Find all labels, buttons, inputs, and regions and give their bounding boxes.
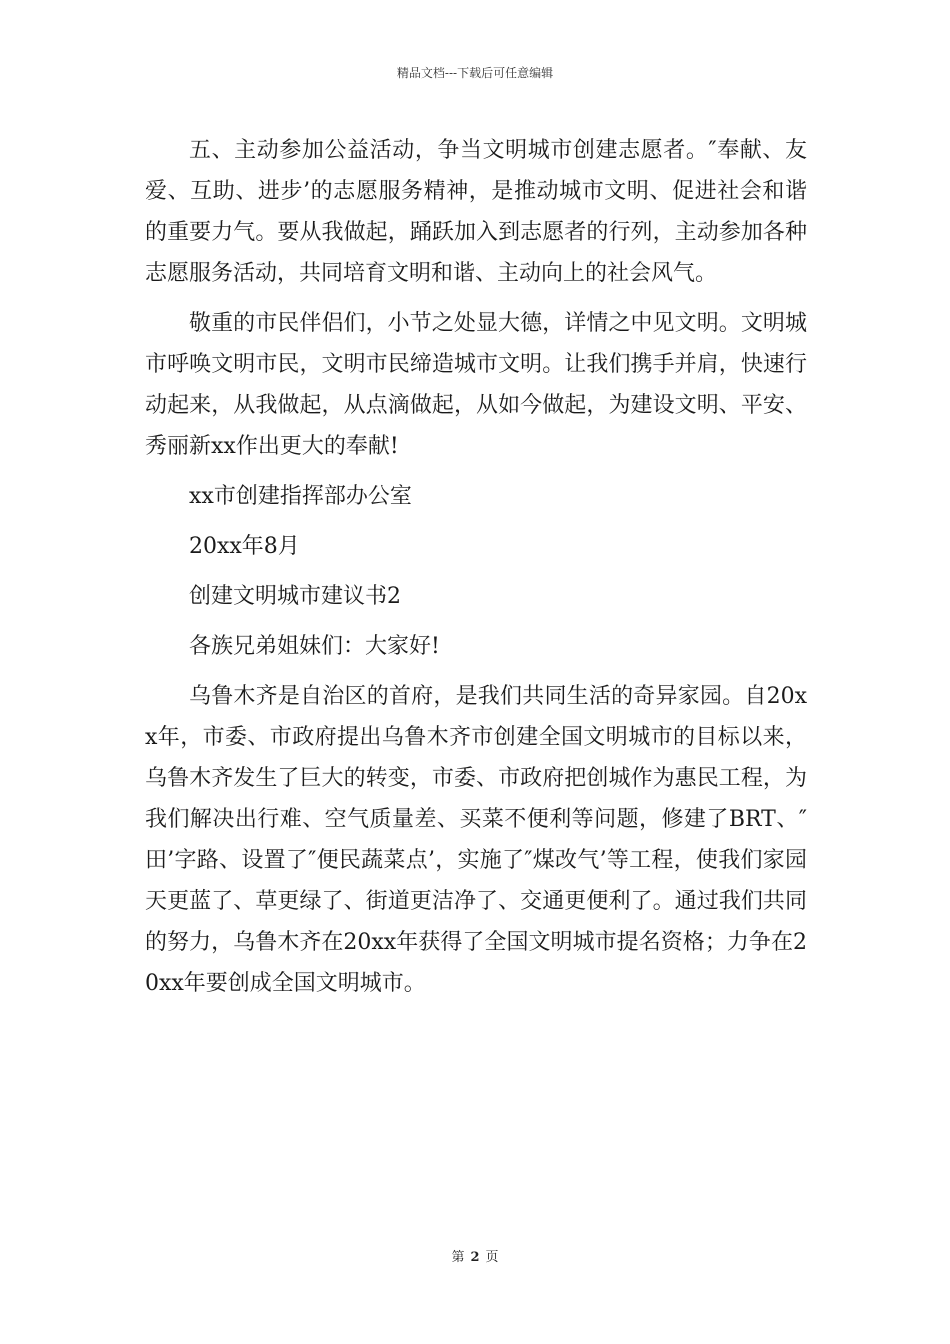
- page-header: 精品文档---下载后可任意编辑: [396, 66, 554, 80]
- footer-prefix: 第: [451, 1250, 465, 1265]
- page-footer: [0, 1246, 950, 1265]
- paragraph-appeal: 敬重的市民伴侣们，小节之处显大德，详情之中见文明。文明城市呼唤文明市民，文明市民缔造城市文明。让我们携手并肩，快速行动起来，从我做起，从点滴做起，从如今做起，为建设文明、平安、秀丽新xx作出更大的奉献!: [145, 311, 807, 459]
- paragraph-urumqi: 乌鲁木齐是自治区的首府，是我们共同生活的奇异家园。自20xx年，市委、市政府提出乌鲁木齐市创建全国文明城市的目标以来，乌鲁木齐发生了巨大的转变，市委、市政府把创城作为惠民工程，为我们解决出行难、空气质量差、买菜不便利等问题，修建了BRT、″田’字路、设置了″便民蔬菜点’，实施了″煤改气’等工程，使我们家园天更蓝了、草更绿了、街道更洁净了、交通更便利了。通过我们共同的努力，乌鲁木齐在20xx年获得了全国文明城市提名资格；力争在20xx年要创成全国文明城市。: [145, 684, 807, 996]
- signature-office: xx市创建指挥部办公室: [189, 484, 412, 509]
- section-title: 创建文明城市建议书2: [189, 584, 401, 609]
- paragraph-volunteer: 五、主动参加公益活动，争当文明城市创建志愿者。″奉献、友爱、互助、进步’的志愿服务精神，是推动城市文明、促进社会和谐的重要力气。要从我做起，踊跃加入到志愿者的行列，主动参加各种志愿服务活动，共同培育文明和谐、主动向上的社会风气。: [145, 138, 807, 286]
- page-number: 2: [470, 1250, 480, 1265]
- footer-suffix: 页: [485, 1250, 499, 1265]
- greeting: 各族兄弟姐妹们：大家好!: [189, 634, 440, 659]
- document-body: [145, 130, 807, 1013]
- signature-date: 20xx年8月: [189, 534, 300, 559]
